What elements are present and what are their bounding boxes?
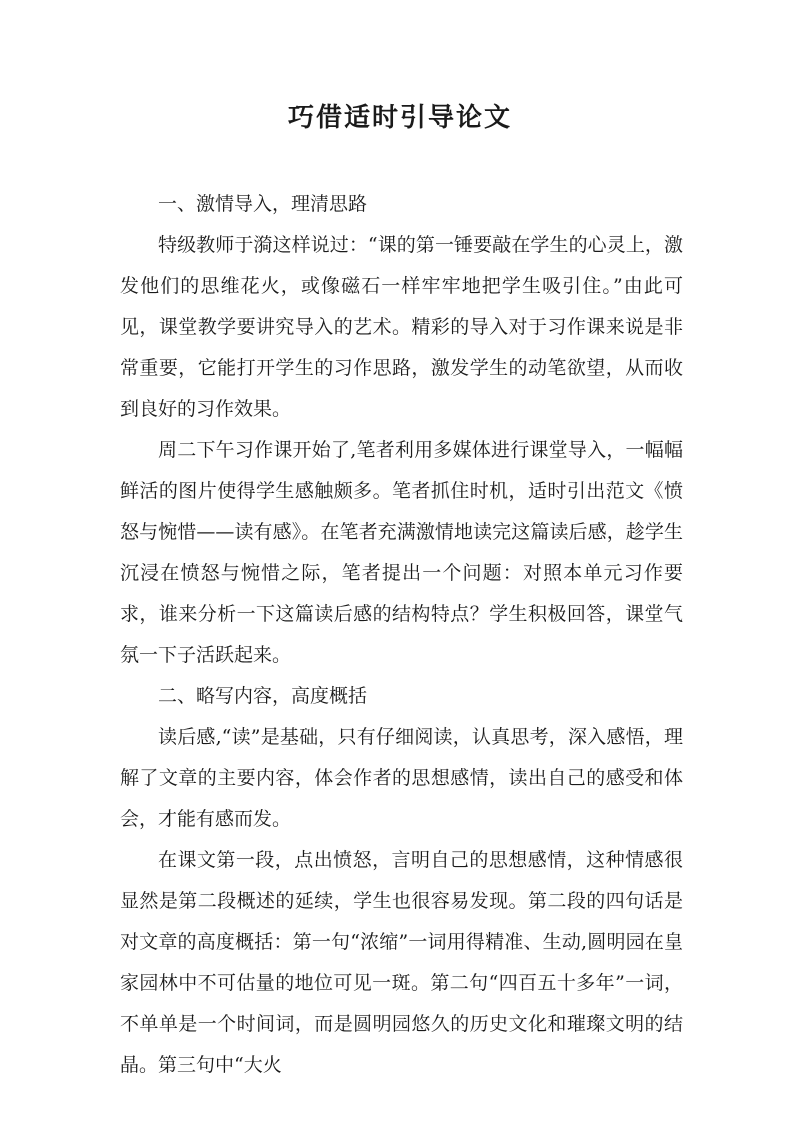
- body-paragraph: 在课文第一段，点出愤怒，言明自己的思想感情，这种情感很显然是第二段概述的延续，学生也很容易发现。第二段的四句话是对文章的高度概括：第一句“浓缩”一词用得精准、生动,圆明园在皇家园林中不可估量的地位可见一斑。第二句“四百五十多年”一词，不单单是一个时间词，而是圆明园悠久的历史文化和璀璨文明的结晶。第三句中“大火: [120, 849, 683, 1076]
- section-heading: 一、激情导入，理清思路: [158, 193, 368, 215]
- body-paragraph: 周二下午习作课开始了,笔者利用多媒体进行课堂导入，一幅幅鲜活的图片使得学生感触颇多。笔者抓住时机，适时引出范文《愤怒与惋惜——读有感》。在笔者充满激情地读完这篇读后感，趁学生沉浸在愤怒与惋惜之际，笔者提出一个问题：对照本单元习作要求，谁来分析一下这篇读后感的结构特点？学生积极回答，课堂气氛一下子活跃起来。: [120, 439, 683, 666]
- section-heading: 二、略写内容，高度概括: [158, 685, 368, 707]
- body-paragraph: 特级教师于漪这样说过：“课的第一锤要敲在学生的心灵上，激发他们的思维花火，或像磁石一样牢牢地把学生吸引住。”由此可见，课堂教学要讲究导入的艺术。精彩的导入对于习作课来说是非常重要，它能打开学生的习作思路，激发学生的动笔欲望，从而收到良好的习作效果。: [120, 234, 683, 420]
- document-body: [120, 184, 683, 1086]
- document-title: 巧借适时引导论文: [287, 103, 512, 133]
- body-paragraph: 读后感,“读”是基础，只有仔细阅读，认真思考，深入感悟，理解了文章的主要内容，体会作者的思想感情，读出自己的感受和体会，才能有感而发。: [120, 726, 683, 830]
